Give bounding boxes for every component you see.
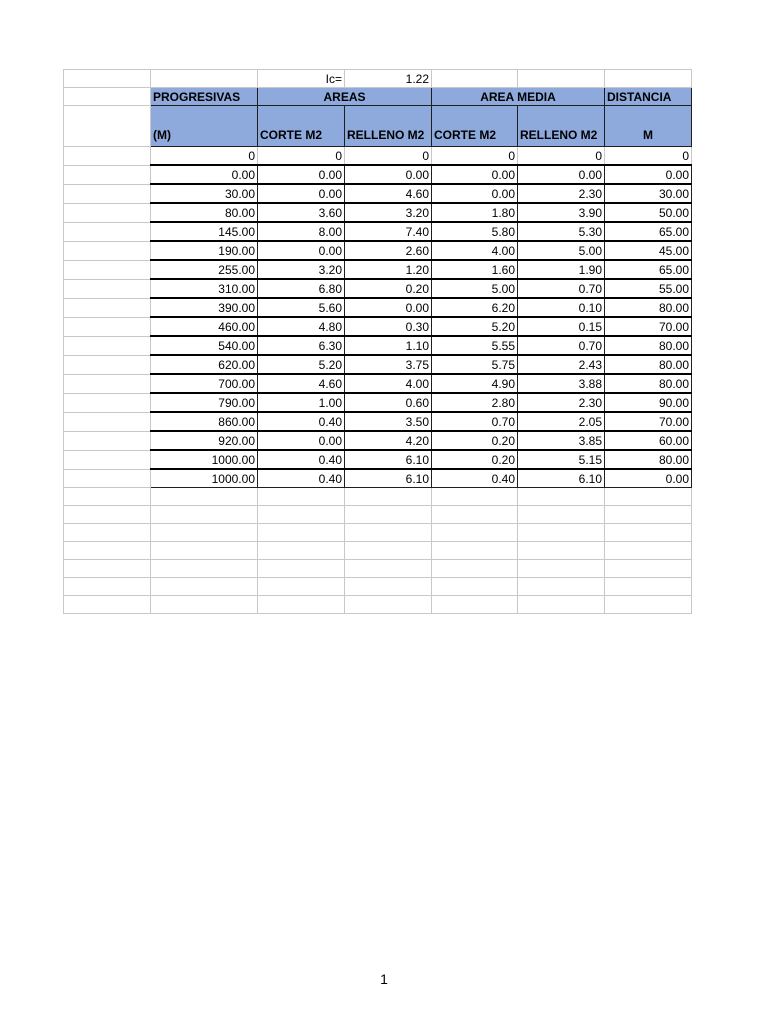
cell-distancia: 80.00 [605,450,692,469]
cell-distancia: 45.00 [605,241,692,260]
cell-media-corte-m2: 4.00 [432,241,518,260]
table-row [64,469,692,488]
cell-relleno-m2: 0.20 [345,279,432,298]
cell-media-relleno-m2: 0.00 [518,165,605,184]
header-corte-m2: CORTE M2 [258,106,345,147]
cell-relleno-m2: 3.50 [345,412,432,431]
cell-distancia: 60.00 [605,431,692,450]
cell-empty [64,279,151,298]
cell-empty [605,506,692,524]
cell-empty [432,596,518,614]
cell-empty [258,524,345,542]
cell-empty [64,147,151,166]
cell-empty [64,260,151,279]
header-unit-m: (M) [151,106,258,147]
cell-empty [518,524,605,542]
cell-empty [64,203,151,222]
empty-row [64,524,692,542]
cell-empty [151,596,258,614]
table-row [64,374,692,393]
cell-corte-m2: 0.00 [258,184,345,203]
cell-empty [64,241,151,260]
cell-empty [345,524,432,542]
cell-media-relleno-m2: 3.90 [518,203,605,222]
cell-media-relleno-m2: 2.05 [518,412,605,431]
cell-relleno-m2: 1.20 [345,260,432,279]
cell-distancia: 65.00 [605,260,692,279]
spreadsheet-table [63,69,692,614]
cell-empty [258,578,345,596]
cell-relleno-m2: 0.00 [345,165,432,184]
cell-empty [64,355,151,374]
table-row [64,336,692,355]
header-row-1 [64,88,692,106]
cell-progresiva: 790.00 [151,393,258,412]
cell-progresiva: 255.00 [151,260,258,279]
cell-corte-m2: 4.60 [258,374,345,393]
cell-empty [518,578,605,596]
table-row [64,431,692,450]
cell-corte-m2: 8.00 [258,222,345,241]
cell-empty [64,542,151,560]
cell-empty [64,506,151,524]
table-row [64,260,692,279]
header-distancia: DISTANCIA [605,88,692,106]
cell-relleno-m2: 1.10 [345,336,432,355]
table-row [64,165,692,184]
cell-corte-m2: 0.40 [258,469,345,488]
cell-empty [605,524,692,542]
cell-media-relleno-m2: 0.10 [518,298,605,317]
cell-media-relleno-m2: 5.15 [518,450,605,469]
cell-media-relleno-m2: 2.30 [518,393,605,412]
param-value: 1.22 [345,70,432,88]
empty-row [64,506,692,524]
cell-progresiva: 460.00 [151,317,258,336]
cell-relleno-m2: 0.30 [345,317,432,336]
cell-empty [518,560,605,578]
cell-empty [151,506,258,524]
cell-progresiva: 540.00 [151,336,258,355]
header-relleno-m2: RELLENO M2 [345,106,432,147]
cell-distancia: 0.00 [605,469,692,488]
empty-row [64,488,692,506]
header-media-relleno-m2: RELLENO M2 [518,106,605,147]
empty-row [64,578,692,596]
cell-empty [518,70,605,88]
cell-distancia: 90.00 [605,393,692,412]
cell-progresiva: 1000.00 [151,450,258,469]
cell-empty [64,431,151,450]
table-row [64,317,692,336]
cell-media-corte-m2: 6.20 [432,298,518,317]
cell-corte-m2: 3.60 [258,203,345,222]
cell-media-corte-m2: 5.00 [432,279,518,298]
cell-progresiva: 1000.00 [151,469,258,488]
cell-media-corte-m2: 0.40 [432,469,518,488]
cell-progresiva: 860.00 [151,412,258,431]
cell-media-corte-m2: 5.20 [432,317,518,336]
cell-media-relleno-m2: 1.90 [518,260,605,279]
cell-corte-m2: 0.40 [258,412,345,431]
cell-corte-m2: 0.00 [258,165,345,184]
cell-empty [64,298,151,317]
cell-distancia: 70.00 [605,412,692,431]
cell-empty [151,524,258,542]
cell-empty [151,542,258,560]
cell-progresiva: 80.00 [151,203,258,222]
cell-distancia: 80.00 [605,336,692,355]
empty-row [64,560,692,578]
cell-corte-m2: 4.80 [258,317,345,336]
cell-distancia: 0 [605,147,692,166]
cell-media-relleno-m2: 2.30 [518,184,605,203]
cell-empty [605,578,692,596]
cell-media-corte-m2: 0.70 [432,412,518,431]
cell-media-corte-m2: 0.20 [432,450,518,469]
cell-empty [518,596,605,614]
cell-empty [64,560,151,578]
cell-distancia: 30.00 [605,184,692,203]
cell-empty [605,70,692,88]
header-m: M [605,106,692,147]
cell-empty [258,506,345,524]
cell-empty [518,488,605,506]
header-row-2 [64,106,692,147]
cell-relleno-m2: 0 [345,147,432,166]
cell-empty [64,222,151,241]
cell-relleno-m2: 3.20 [345,203,432,222]
cell-media-corte-m2: 2.80 [432,393,518,412]
header-area-media: AREA MEDIA [432,88,605,106]
cell-media-relleno-m2: 0.70 [518,336,605,355]
cell-corte-m2: 0.00 [258,241,345,260]
cell-corte-m2: 1.00 [258,393,345,412]
cell-corte-m2: 0.00 [258,431,345,450]
header-progresivas: PROGRESIVAS [151,88,258,106]
cell-progresiva: 620.00 [151,355,258,374]
cell-media-relleno-m2: 0.15 [518,317,605,336]
cell-relleno-m2: 4.20 [345,431,432,450]
cell-empty [345,596,432,614]
cell-progresiva: 920.00 [151,431,258,450]
cell-media-relleno-m2: 3.85 [518,431,605,450]
cell-empty [64,374,151,393]
cell-progresiva: 700.00 [151,374,258,393]
cell-empty [64,184,151,203]
cell-empty [151,488,258,506]
cell-empty [432,506,518,524]
cell-media-corte-m2: 0.20 [432,431,518,450]
cell-progresiva: 0.00 [151,165,258,184]
cell-media-relleno-m2: 2.43 [518,355,605,374]
cell-corte-m2: 0.40 [258,450,345,469]
cell-distancia: 80.00 [605,374,692,393]
table-row [64,393,692,412]
cell-corte-m2: 6.30 [258,336,345,355]
cell-empty [258,488,345,506]
cell-relleno-m2: 7.40 [345,222,432,241]
cell-empty [64,88,151,106]
page-number: 1 [380,971,388,987]
cell-corte-m2: 6.80 [258,279,345,298]
cell-empty [258,542,345,560]
cell-empty [605,596,692,614]
cell-empty [64,336,151,355]
cell-media-corte-m2: 0.00 [432,184,518,203]
header-media-corte-m2: CORTE M2 [432,106,518,147]
cell-media-corte-m2: 5.55 [432,336,518,355]
cell-empty [345,578,432,596]
cell-progresiva: 0 [151,147,258,166]
cell-relleno-m2: 4.60 [345,184,432,203]
cell-progresiva: 190.00 [151,241,258,260]
cell-empty [432,542,518,560]
table-row [64,241,692,260]
table-row [64,279,692,298]
cell-progresiva: 390.00 [151,298,258,317]
cell-distancia: 65.00 [605,222,692,241]
cell-empty [432,578,518,596]
cell-media-corte-m2: 0.00 [432,165,518,184]
cell-empty [151,560,258,578]
cell-empty [345,560,432,578]
cell-empty [432,488,518,506]
cell-distancia: 70.00 [605,317,692,336]
cell-distancia: 50.00 [605,203,692,222]
cell-media-corte-m2: 1.80 [432,203,518,222]
cell-empty [518,542,605,560]
cell-empty [518,506,605,524]
cell-relleno-m2: 0.00 [345,298,432,317]
cell-empty [345,488,432,506]
cell-distancia: 55.00 [605,279,692,298]
table-row [64,184,692,203]
cell-media-relleno-m2: 6.10 [518,469,605,488]
param-label: Ic= [258,70,345,88]
cell-corte-m2: 3.20 [258,260,345,279]
table-row [64,222,692,241]
cell-relleno-m2: 2.60 [345,241,432,260]
cell-empty [432,70,518,88]
cell-empty [432,560,518,578]
cell-empty [64,524,151,542]
cell-empty [64,393,151,412]
cell-relleno-m2: 6.10 [345,450,432,469]
cell-empty [64,106,151,147]
cell-empty [64,488,151,506]
cell-relleno-m2: 6.10 [345,469,432,488]
cell-relleno-m2: 0.60 [345,393,432,412]
cell-empty [64,412,151,431]
empty-row [64,542,692,560]
cell-empty [345,542,432,560]
table-row [64,450,692,469]
cell-empty [605,542,692,560]
cell-distancia: 80.00 [605,298,692,317]
cell-empty [64,165,151,184]
cell-empty [258,560,345,578]
cell-media-corte-m2: 5.75 [432,355,518,374]
cell-empty [345,506,432,524]
cell-distancia: 80.00 [605,355,692,374]
cell-media-relleno-m2: 5.00 [518,241,605,260]
cell-empty [64,317,151,336]
cell-progresiva: 145.00 [151,222,258,241]
table-row [64,298,692,317]
params-row [64,70,692,88]
cell-distancia: 0.00 [605,165,692,184]
cell-empty [64,469,151,488]
cell-media-relleno-m2: 3.88 [518,374,605,393]
table-row [64,147,692,166]
table-row [64,203,692,222]
cell-empty [258,596,345,614]
cell-empty [64,70,151,88]
cell-empty [605,560,692,578]
cell-empty [64,450,151,469]
cell-empty [605,488,692,506]
cell-media-corte-m2: 0 [432,147,518,166]
table-row [64,412,692,431]
cell-empty [151,70,258,88]
cell-empty [64,578,151,596]
cell-corte-m2: 0 [258,147,345,166]
cell-empty [432,524,518,542]
cell-corte-m2: 5.20 [258,355,345,374]
table-row [64,355,692,374]
cell-media-corte-m2: 5.80 [432,222,518,241]
header-areas: AREAS [258,88,432,106]
cell-media-relleno-m2: 0 [518,147,605,166]
cell-progresiva: 30.00 [151,184,258,203]
cell-empty [151,578,258,596]
cell-media-relleno-m2: 0.70 [518,279,605,298]
cell-media-corte-m2: 4.90 [432,374,518,393]
cell-progresiva: 310.00 [151,279,258,298]
cell-relleno-m2: 4.00 [345,374,432,393]
cell-media-relleno-m2: 5.30 [518,222,605,241]
cell-empty [64,596,151,614]
empty-row [64,596,692,614]
cell-corte-m2: 5.60 [258,298,345,317]
cell-relleno-m2: 3.75 [345,355,432,374]
cell-media-corte-m2: 1.60 [432,260,518,279]
